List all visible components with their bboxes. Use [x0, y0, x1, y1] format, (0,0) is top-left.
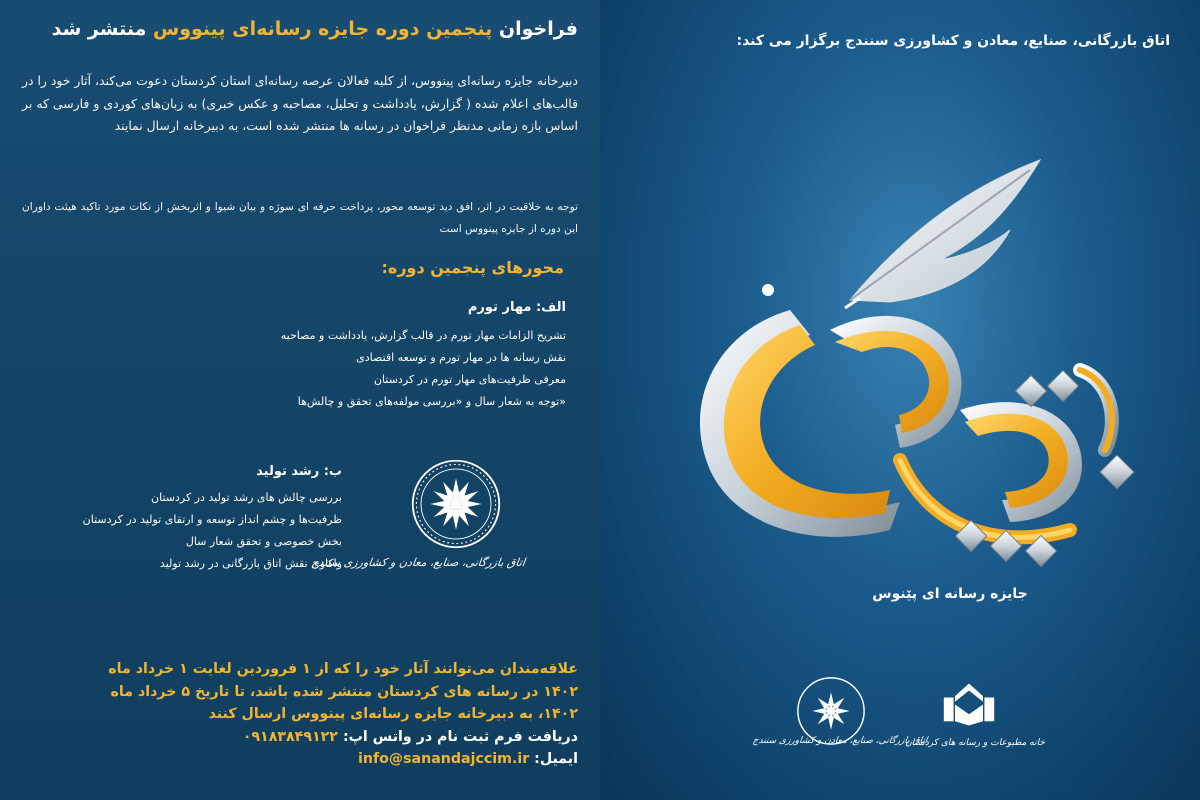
section-b-list: [12, 487, 342, 575]
email-link[interactable]: info@sanandajccim.ir: [358, 751, 530, 767]
award-logo-artwork: [600, 130, 1200, 650]
organizer-header: اتاق بازرگانی، صنایع، معادن و کشاورزی سنندج برگزار می کند:: [736, 33, 1170, 49]
headline: [18, 18, 578, 40]
award-caption: جایزه رسانه ای پێنوس: [872, 586, 1028, 602]
right-panel: [600, 0, 1200, 800]
calligraphy-logo: [700, 310, 1134, 567]
feather-icon: [762, 160, 1040, 308]
press-house-logo: [934, 676, 1004, 726]
cta-line: ۱۴۰۲ در رسانه های کردستان منتشر شده باشد، تا تاریخ ۵ خرداد ماه: [110, 683, 578, 700]
list-item: نقش رسانه ها در مهار تورم و توسعه اقتصادی: [356, 351, 566, 364]
section-a-list: [146, 325, 566, 413]
list-item: بخش خصوصی و تحقق شعار سال: [185, 535, 342, 548]
headline-part-1: فراخوان: [492, 18, 578, 40]
cta-line: علاقه‌مندان می‌توانند آثار خود را که از ۱ فروردین لغایت ۱ خرداد ماه: [108, 661, 578, 677]
chamber-name: اتاق بازرگانی، صنایع، معادن و کشاورزی سنندج: [310, 556, 526, 569]
chamber-name: اتاق بازرگانی، صنایع، معادن و کشاورزی سنندج: [752, 736, 928, 746]
chamber-logo: [410, 458, 502, 550]
jury-note: توجه به خلاقیت در اثر، افق دید توسعه محور، پرداخت حرفه ای سوژه و بیان شیوا و اثربخش از نکات مورد تاکید هیئت داوران این دوره از جایزه پینووس است: [22, 201, 578, 235]
list-item: معرفی ظرفیت‌های مهار تورم در کردستان: [373, 373, 566, 386]
list-item: واکاوی نقش اتاق بازرگانی در رشد تولید: [159, 557, 342, 570]
section-b-title: ب: رشد تولید: [256, 464, 342, 479]
cta-line: ۱۴۰۲، به دبیرخانه جایزه رسانه‌ای پینووس ارسال کنند: [208, 706, 578, 722]
headline-part-2: پنجمین دوره جایزه رسانه‌ای پینووس: [152, 18, 493, 40]
list-item: تشریح الزامات مهار تورم در قالب گزارش، یادداشت و مصاحبه: [280, 329, 566, 342]
cta-email-line: [18, 748, 578, 771]
list-item: بررسی چالش های رشد تولید در کردستان: [151, 491, 342, 504]
cta-phone-line: [18, 726, 578, 749]
headline-part-3: منتشر شد: [51, 18, 153, 40]
axes-title: محورهای پنجمین دوره:: [381, 258, 564, 277]
list-item: ظرفیت‌ها و چشم انداز توسعه و ارتقای تولید در کردستان: [82, 513, 342, 526]
press-house-name: خانه مطبوعات و رسانه های کردستان: [905, 738, 1045, 748]
phone-number[interactable]: ۰۹۱۸۳۸۴۹۱۲۲: [242, 728, 338, 745]
email-label: ایمیل:: [534, 751, 578, 767]
list-item: «توجه به شعار سال و «بررسی مولفه‌های تحقق و چالش‌ها: [297, 395, 566, 408]
call-to-action: [18, 658, 578, 771]
section-a-title: الف: مهار تورم: [467, 300, 566, 315]
intro-paragraph: دبیرخانه جایزه رسانه‌ای پینووس، از کلیه فعالان عرصه رسانه‌ای استان کردستان دعوت می‌کند، آثار خود را در قالب‌های اعلام شده ( گزارش، یادداشت و تحلیل، مصاحبه و عکس خبری) به زبان‌های کوردی و فارسی که بر اساس بازه زمانی مدنظر فراخوان در رسانه ها منتشر شده است، به دبیرخانه ارسال نمایند: [22, 73, 578, 133]
whatsapp-label: دریافت فرم ثبت نام در واتس اپ:: [342, 728, 578, 745]
